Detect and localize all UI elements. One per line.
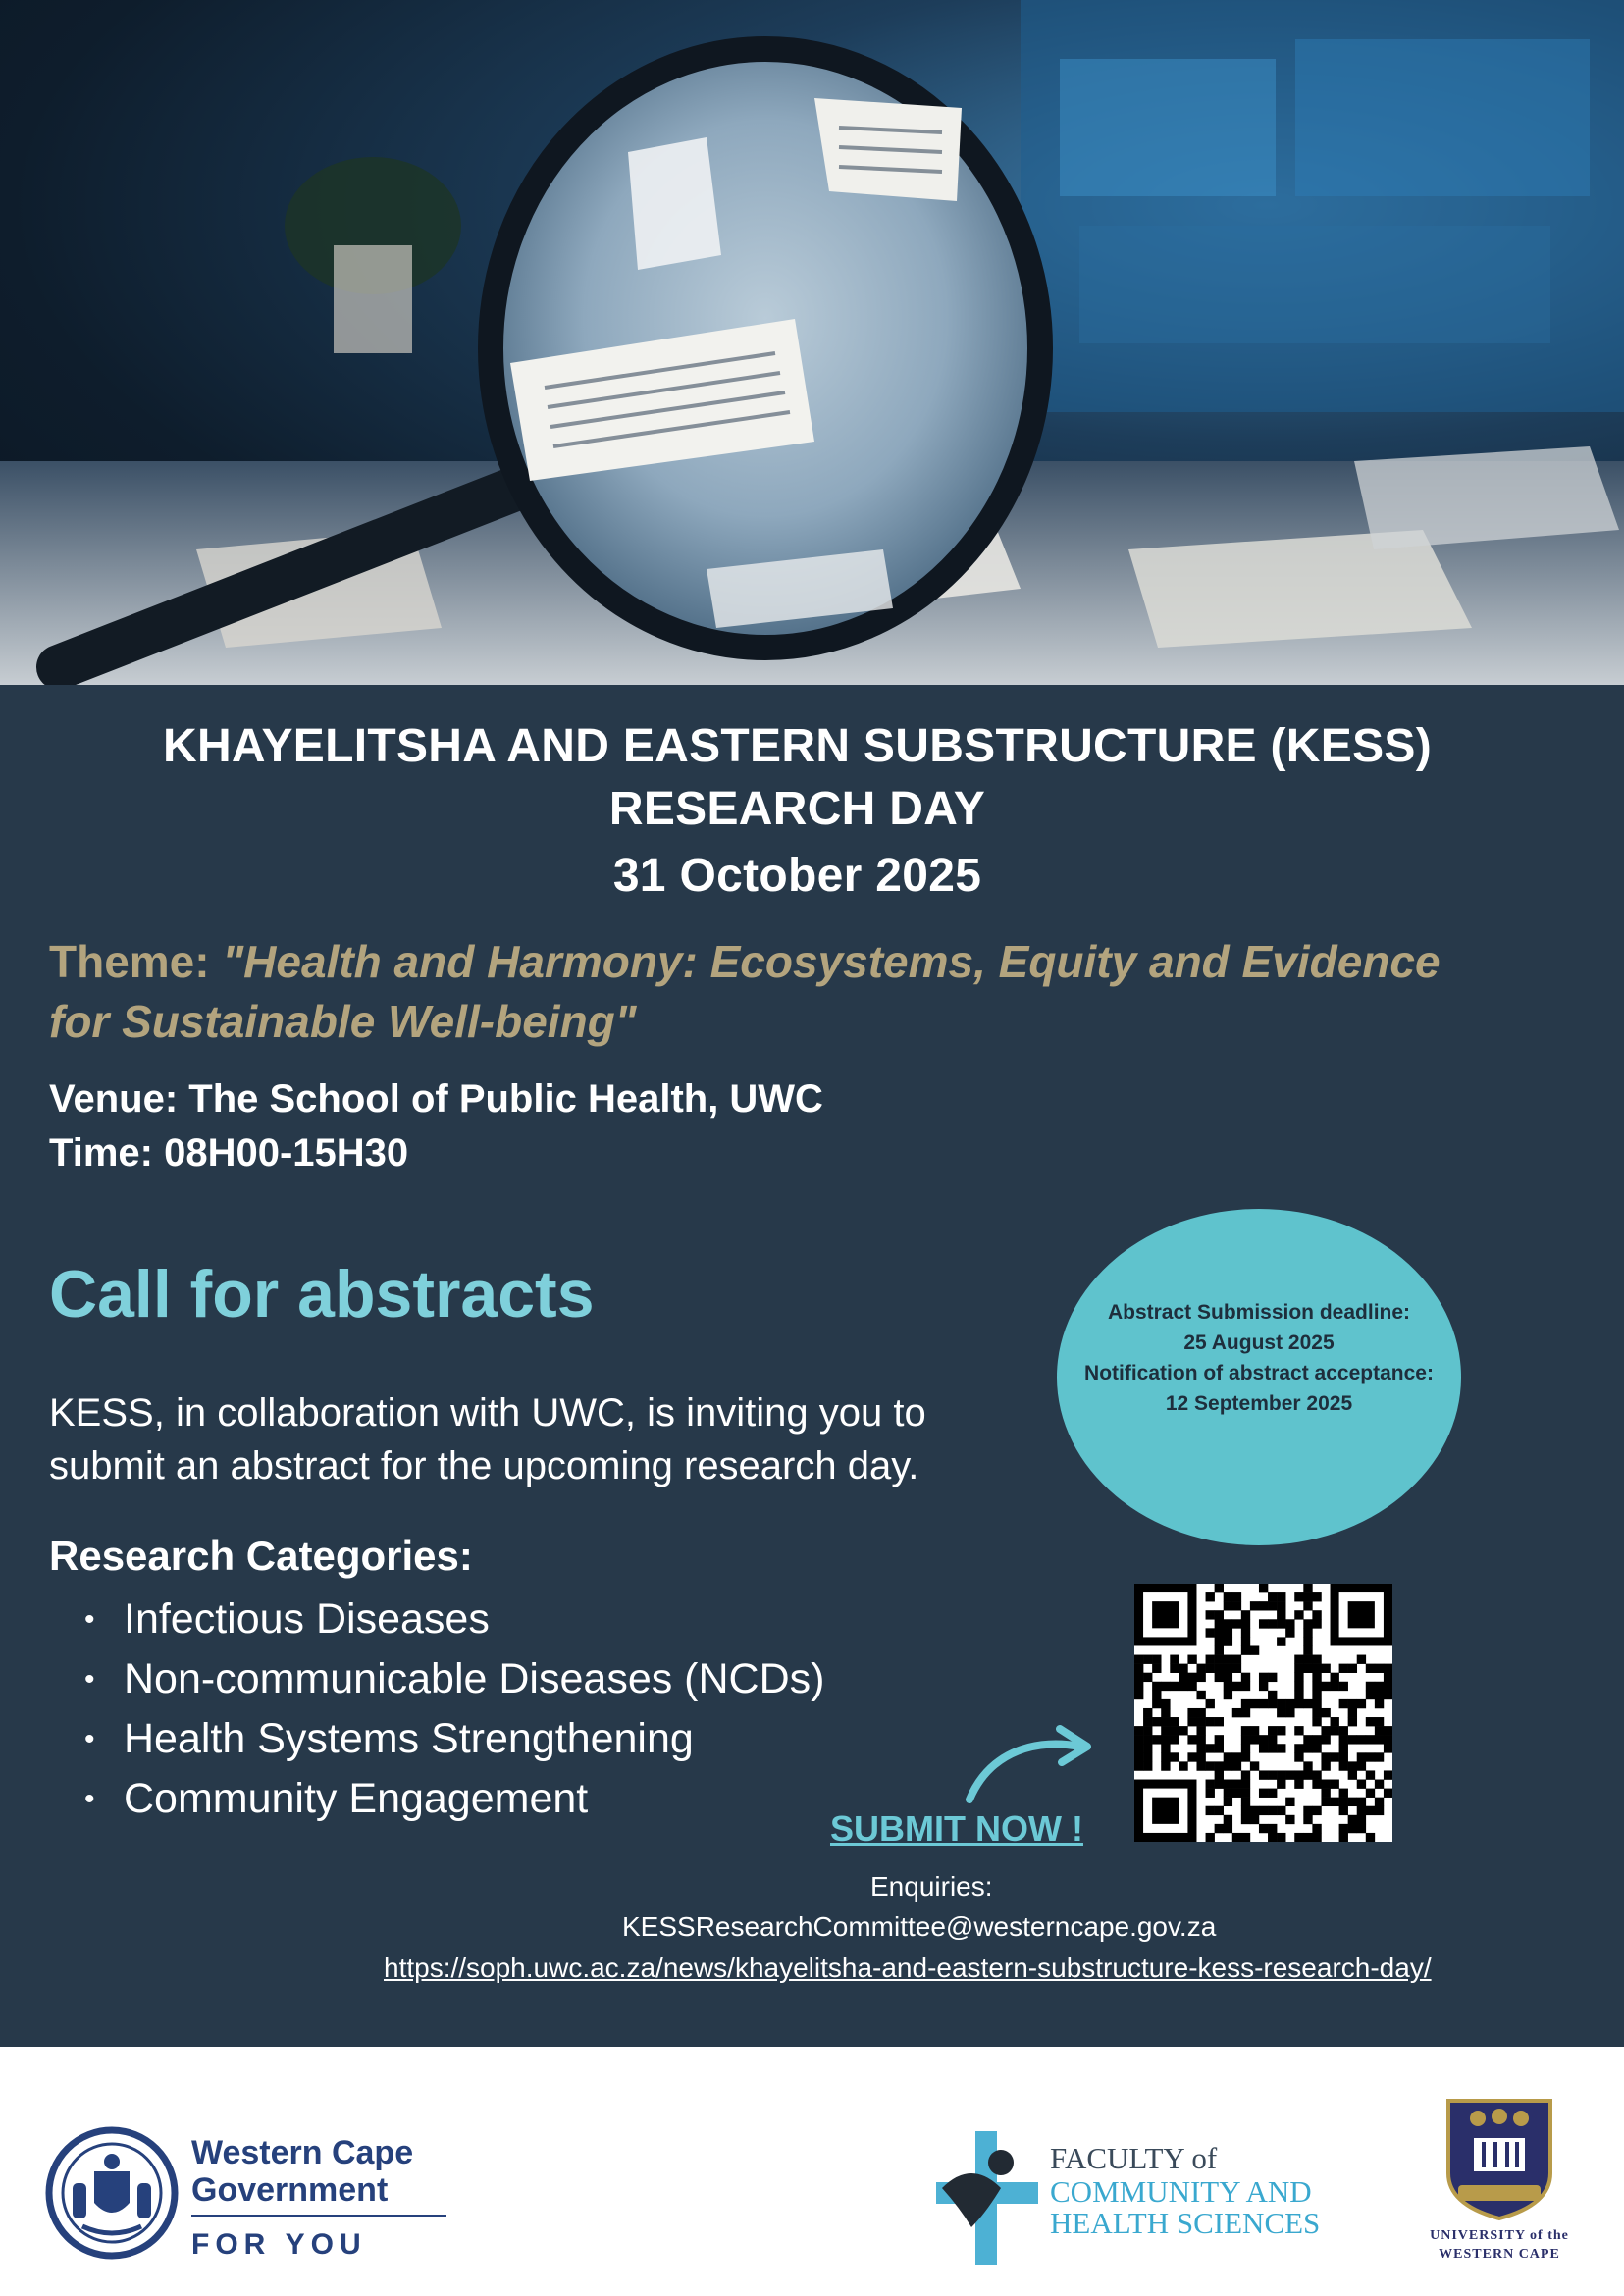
arrow-icon (962, 1719, 1099, 1807)
hero-image (0, 0, 1624, 685)
theme-text-line1: "Health and Harmony: Ecosystems, Equity and Evidence (222, 936, 1441, 987)
event-title-line1: KHAYELITSHA AND EASTERN SUBSTRUCTURE (KESS) (163, 720, 1432, 772)
crest-icon (43, 2124, 181, 2262)
deadline-line3: Notification of abstract acceptance: (1084, 1361, 1434, 1384)
category-label: Infectious Diseases (124, 1595, 490, 1643)
enquiries-url-link[interactable]: https://soph.uwc.ac.za/news/khayelitsha-and-eastern-substructure-kess-research-day/ (384, 1953, 1432, 1983)
wcg-for: FOR (191, 2228, 272, 2261)
western-cape-government-logo (43, 2124, 455, 2262)
wcg-line2: Government (191, 2171, 389, 2209)
time-text: Time: 08H00-15H30 (49, 1131, 409, 1174)
event-theme (49, 932, 1580, 1052)
bullet-icon: • (84, 1783, 95, 1815)
list-item (84, 1649, 824, 1709)
list-item (84, 1769, 824, 1829)
intro-paragraph (49, 1386, 991, 1492)
bullet-icon: • (84, 1663, 95, 1696)
wcg-divider (191, 2215, 446, 2217)
wcg-line3 (191, 2228, 367, 2262)
venue-text: Venue: The School of Public Health, UWC (49, 1077, 823, 1121)
uwc-line1: UNIVERSITY of the (1430, 2228, 1569, 2243)
enquiries-email[interactable]: KESSResearchCommittee@westerncape.gov.za (622, 1911, 1217, 1942)
theme-text-line2: for Sustainable Well-being" (49, 996, 637, 1047)
faculty-chs-logo (932, 2119, 1344, 2267)
list-item (84, 1709, 824, 1769)
intro-line2: submit an abstract for the upcoming research day. (49, 1444, 919, 1487)
deadline-line1: Abstract Submission deadline: (1107, 1300, 1411, 1324)
bullet-icon: • (84, 1603, 95, 1636)
category-label: Community Engagement (124, 1775, 589, 1822)
research-categories-list (84, 1590, 824, 1829)
intro-line1: KESS, in collaboration with UWC, is inviting you to (49, 1391, 926, 1435)
event-date: 31 October 2025 (612, 850, 982, 902)
uwc-logo (1421, 2095, 1578, 2291)
deadline-bubble (1057, 1209, 1461, 1545)
category-label: Non-communicable Diseases (NCDs) (124, 1655, 825, 1702)
call-for-abstracts-heading: Call for abstracts (49, 1257, 595, 1331)
deadline-line4: 12 September 2025 (1165, 1391, 1353, 1415)
faculty-line3: HEALTH SCIENCES (1050, 2206, 1321, 2240)
theme-label: Theme: (49, 936, 223, 987)
category-label: Health Systems Strengthening (124, 1715, 694, 1762)
submit-now-link[interactable]: SUBMIT NOW ! (830, 1808, 1083, 1849)
qr-code[interactable] (1134, 1584, 1392, 1842)
research-categories-heading: Research Categories: (49, 1533, 473, 1579)
deadline-line2: 25 August 2025 (1183, 1331, 1335, 1354)
list-item (84, 1590, 824, 1649)
uwc-shield-icon (1441, 2095, 1558, 2222)
faculty-mark-icon (932, 2119, 1045, 2267)
wcg-line1: Western Cape (191, 2134, 414, 2171)
faculty-line2: COMMUNITY AND (1050, 2174, 1312, 2209)
magnifying-glass-illustration (0, 0, 1624, 685)
uwc-line2: WESTERN CAPE (1439, 2247, 1560, 2262)
faculty-line1: FACULTY of (1050, 2141, 1218, 2175)
wcg-you: YOU (285, 2228, 367, 2261)
bullet-icon: • (84, 1723, 95, 1755)
event-title-line2: RESEARCH DAY (608, 783, 986, 835)
enquiries-label: Enquiries: (870, 1871, 993, 1902)
